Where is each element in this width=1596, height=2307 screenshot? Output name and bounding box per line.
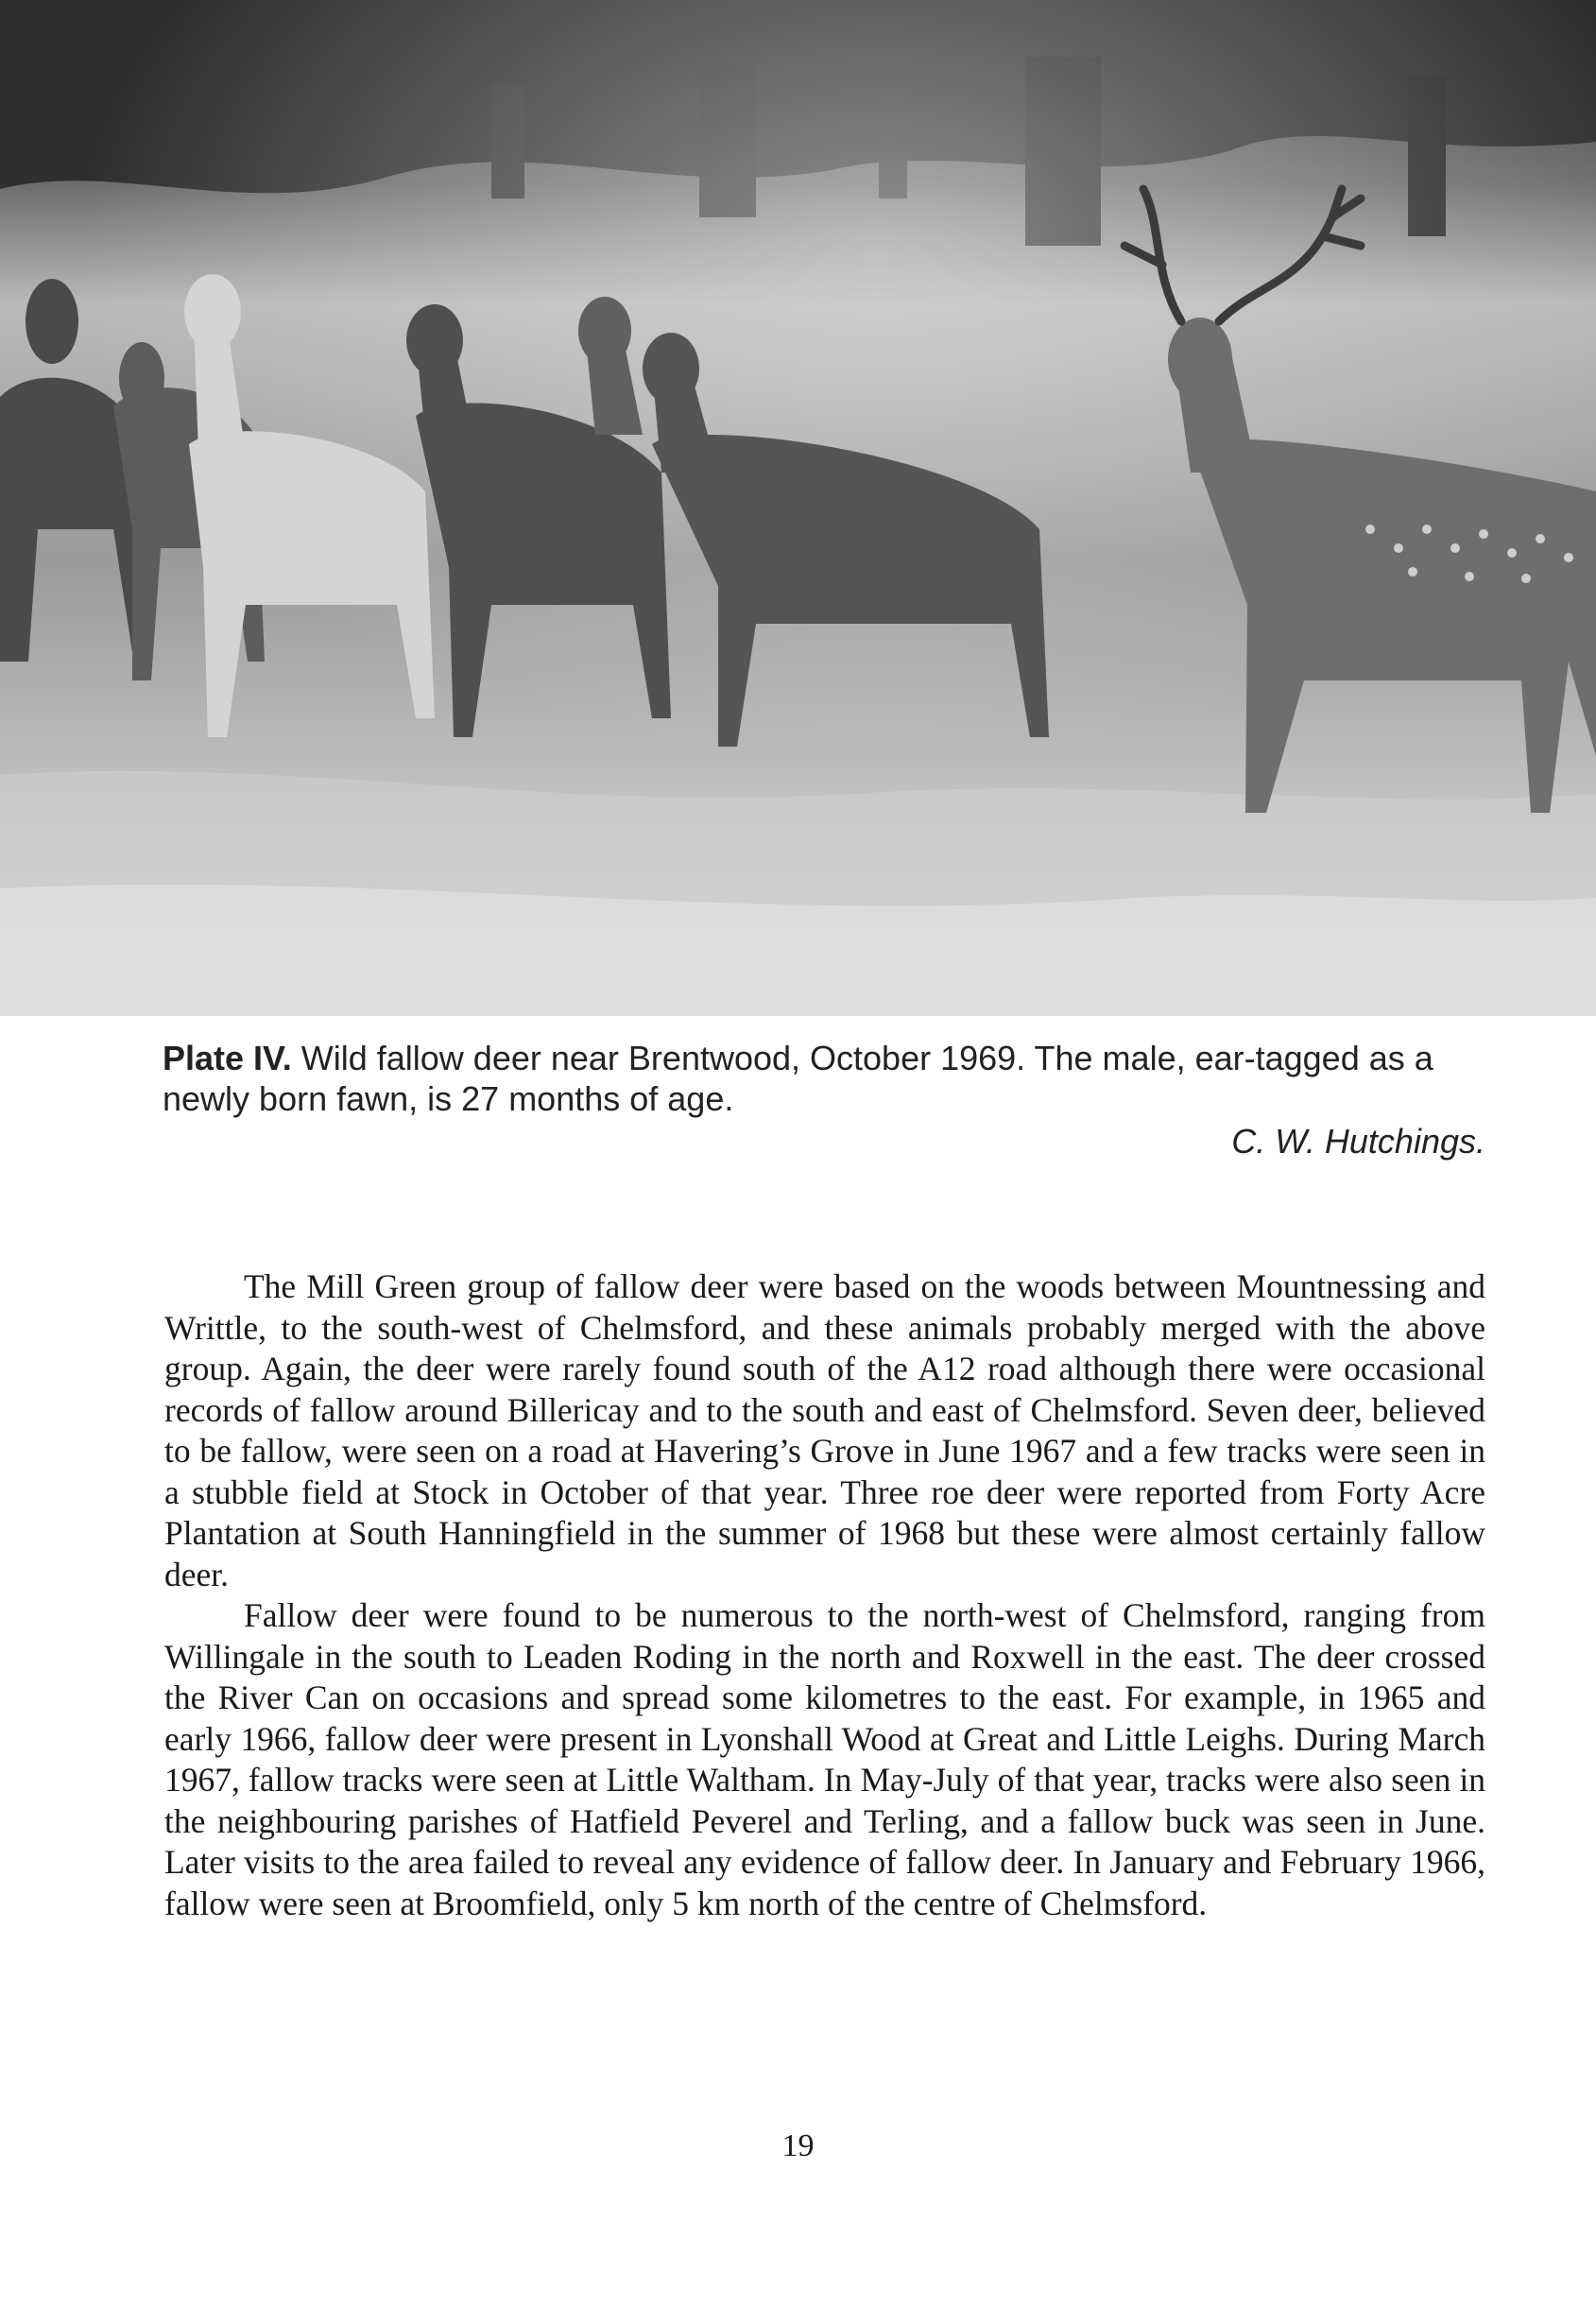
page-number: 19 [781, 2128, 815, 2163]
caption-text: Wild fallow deer near Brentwood, October 1969. The male, ear-tagged as a newly born fawn, is 27 months of age. [163, 1039, 1433, 1118]
photo-credit: C. W. Hutchings. [1231, 1122, 1485, 1161]
paragraph-north-west-chelmsford: Fallow deer were found to be numerous to the north-west of Chelmsford, ranging from Willingale in the south to Leaden Roding in the north and Roxwell in the east. The deer crossed the River Can on occasions and spread some kilometres to the east. For example, in 1965 and early 1966, fallow deer were present in Lyonshall Wood at Great and Little Leighs. During March 1967, fallow tracks were seen at Little Waltham. In May-July of that year, tracks were also seen in the neighbouring parishes of Hatfield Peverel and Terling, and a fallow buck was seen in June. Later visits to the area failed to reveal any evidence of fallow deer. In January and February 1966, fallow were seen at Broomfield, only 5 km north of the centre of Chelmsford. [164, 1596, 1485, 1922]
paragraph-mill-green: The Mill Green group of fallow deer were based on the woods between Mountnessing and Writtle, to the south-west of Chelmsford, and these animals probably merged with the above group. Again, the deer were rarely found south of the A12 road although there were occasional records of fallow around Billericay and to the south and east of Chelmsford. Seven deer, believed to be fallow, were seen on a road at Havering’s Grove in June 1967 and a few tracks were seen in a stubble field at Stock in October of that year. Three roe deer were reported from Forty Acre Plantation at South Hanningfield in the summer of 1968 but these were almost certainly fallow deer. [164, 1267, 1485, 1593]
deer-photo-illustration [0, 0, 1596, 1016]
article-body [164, 1266, 1485, 1924]
plate-caption [163, 1038, 1485, 1162]
deer-photograph [0, 0, 1596, 1016]
plate-label: Plate IV. [163, 1039, 292, 1077]
